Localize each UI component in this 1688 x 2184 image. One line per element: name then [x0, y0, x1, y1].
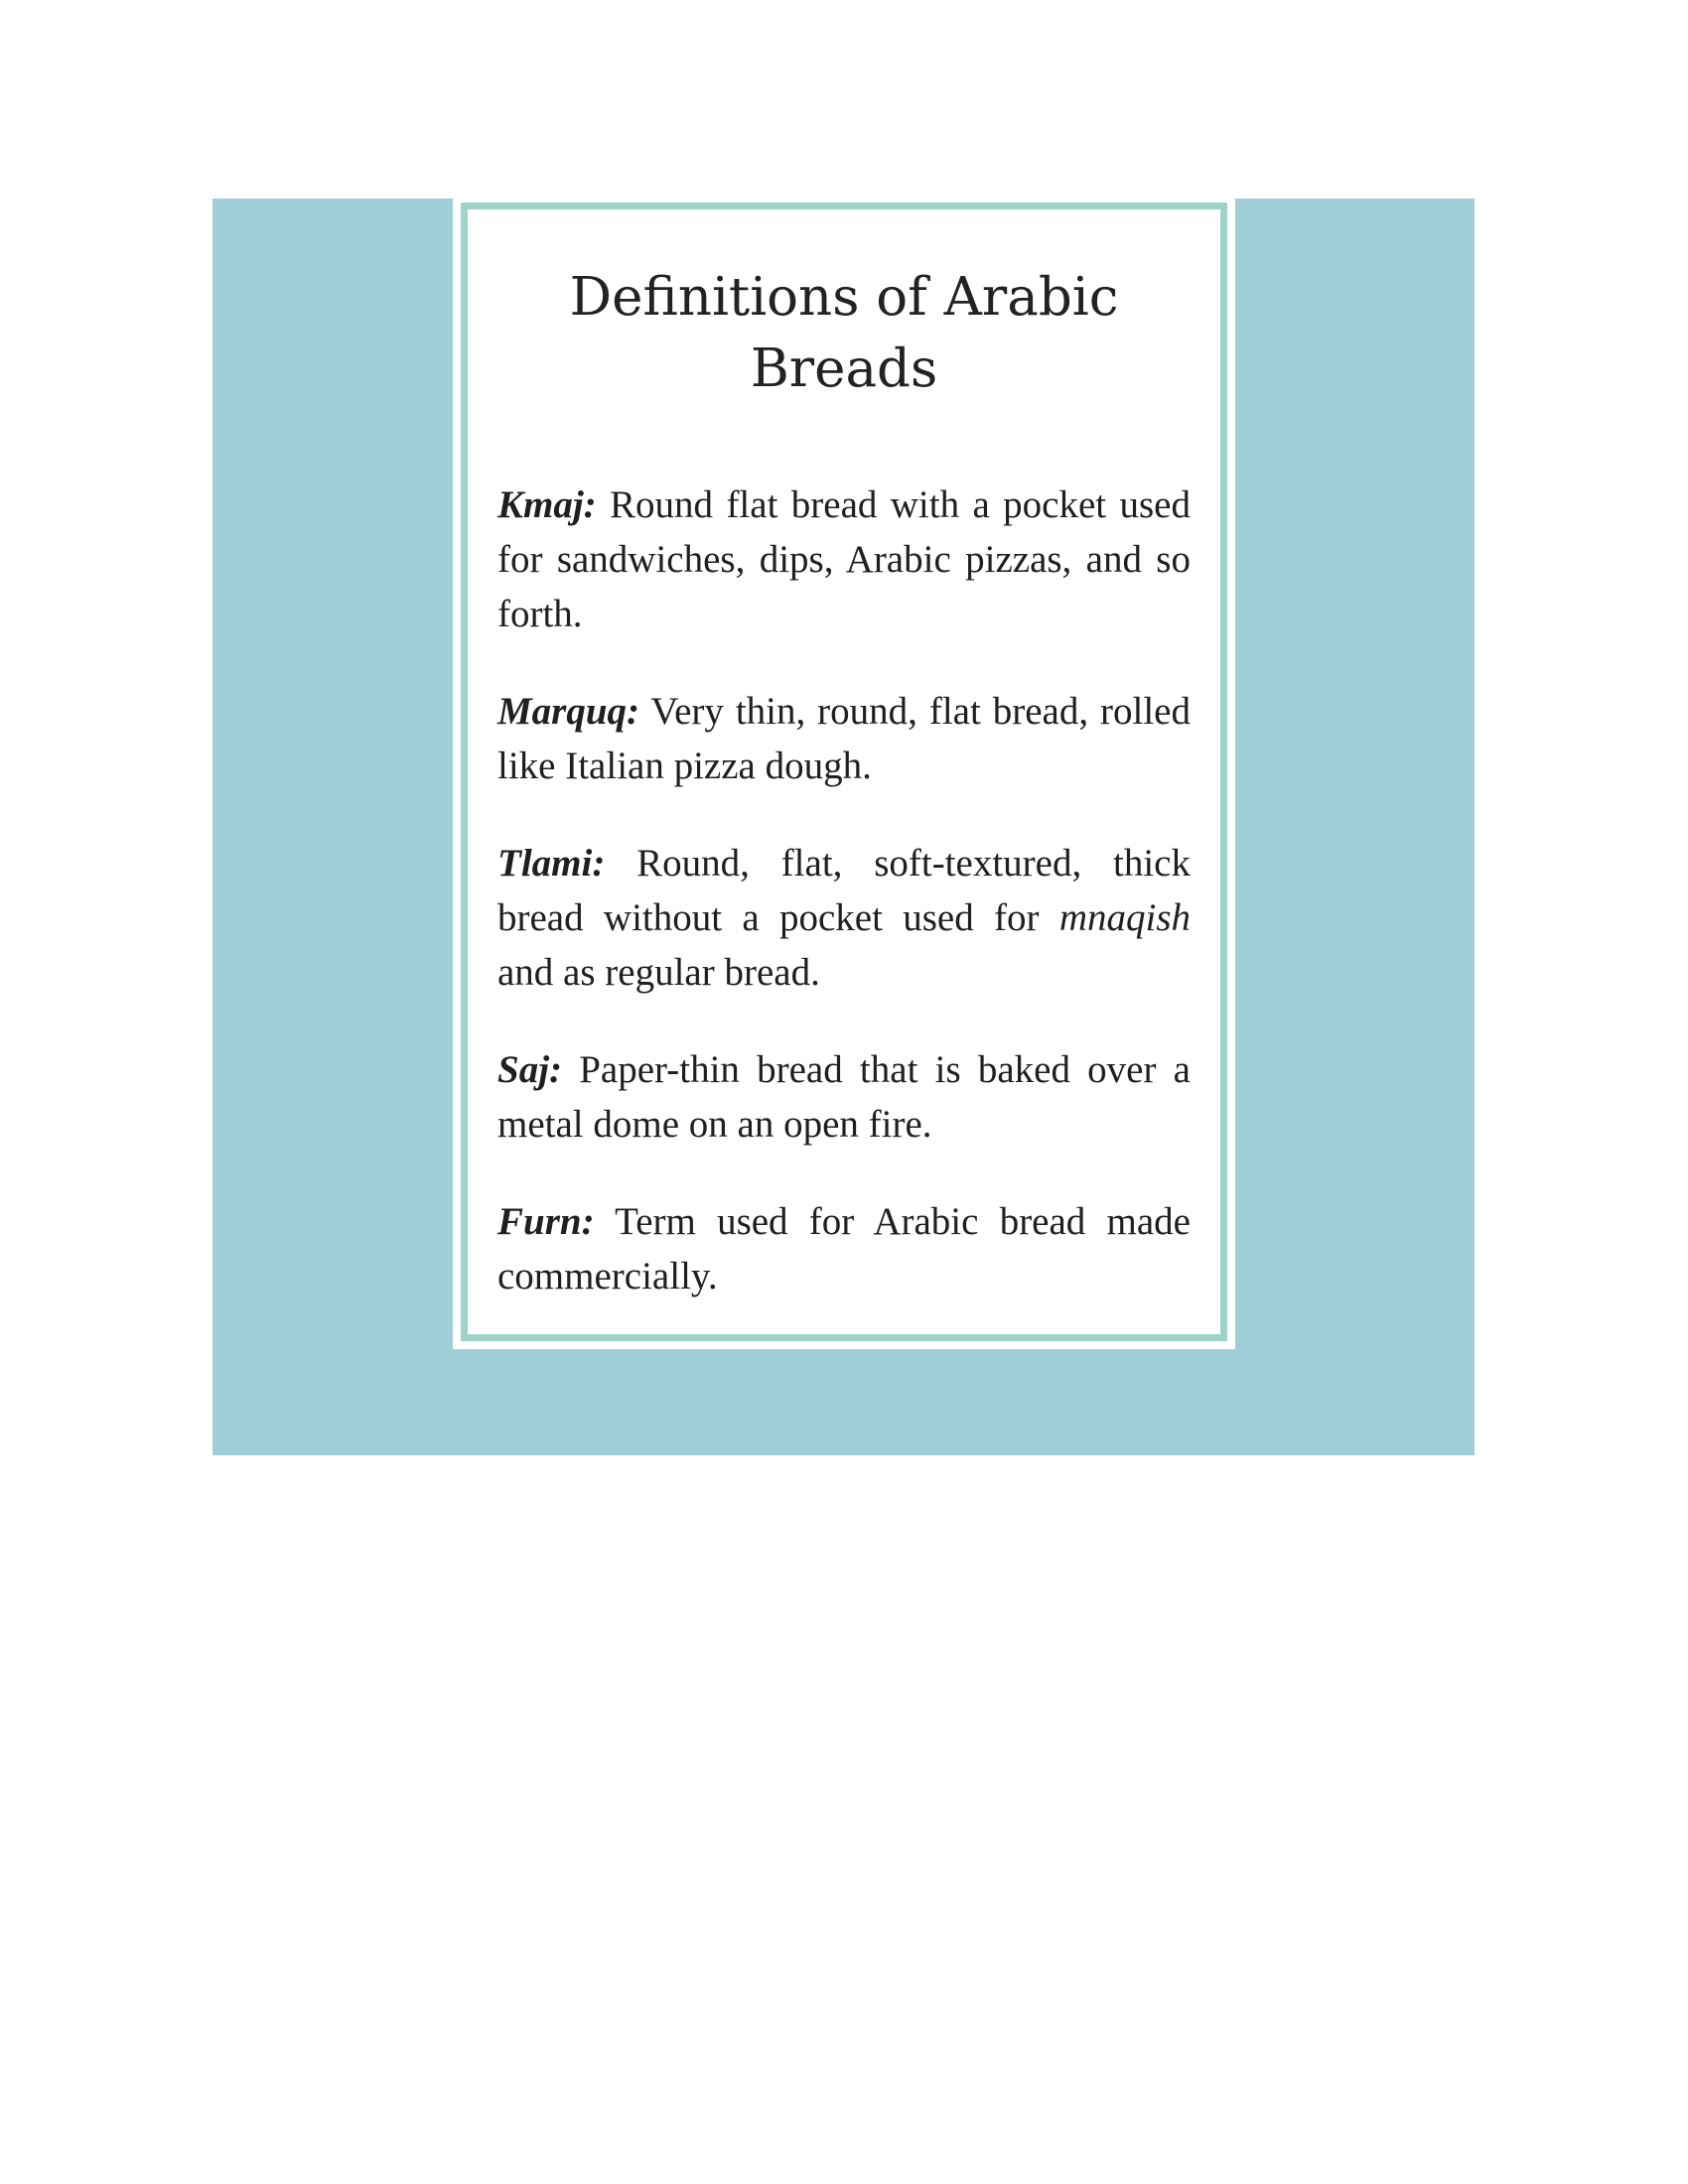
definition-furn [497, 1194, 1191, 1303]
definition-kmaj [497, 478, 1191, 641]
definitions-card [453, 199, 1235, 1349]
definition-saj [497, 1042, 1191, 1152]
definition-text: Round, flat, soft-textured, thick bread without a pocket used for [497, 842, 1191, 939]
definition-text: and as regular bread. [497, 951, 820, 994]
definition-term: Kmaj: [497, 483, 597, 526]
card-content [497, 262, 1191, 1346]
definition-term: Furn: [497, 1200, 595, 1243]
card-border [461, 203, 1227, 1341]
page-title: Definitions of Arabic Breads [569, 267, 1119, 399]
definition-tlami [497, 836, 1191, 1000]
definition-text: Paper-thin bread that is baked over a metal dome on an open fire. [497, 1048, 1191, 1146]
definition-text: Very thin, round, flat bread, rolled like Italian pizza dough. [497, 690, 1191, 787]
definition-text: Term used for Arabic bread made commercially. [497, 1200, 1191, 1297]
definition-marquq [497, 684, 1191, 793]
definitions-list [497, 478, 1191, 1303]
definition-term: Marquq: [497, 690, 640, 733]
definition-text: Round flat bread with a pocket used for sandwiches, dips, Arabic pizzas, and so forth. [497, 483, 1191, 635]
definition-term: Tlami: [497, 842, 606, 885]
definition-emphasis: mnaqish [1058, 896, 1191, 939]
definition-term: Saj: [497, 1048, 563, 1091]
